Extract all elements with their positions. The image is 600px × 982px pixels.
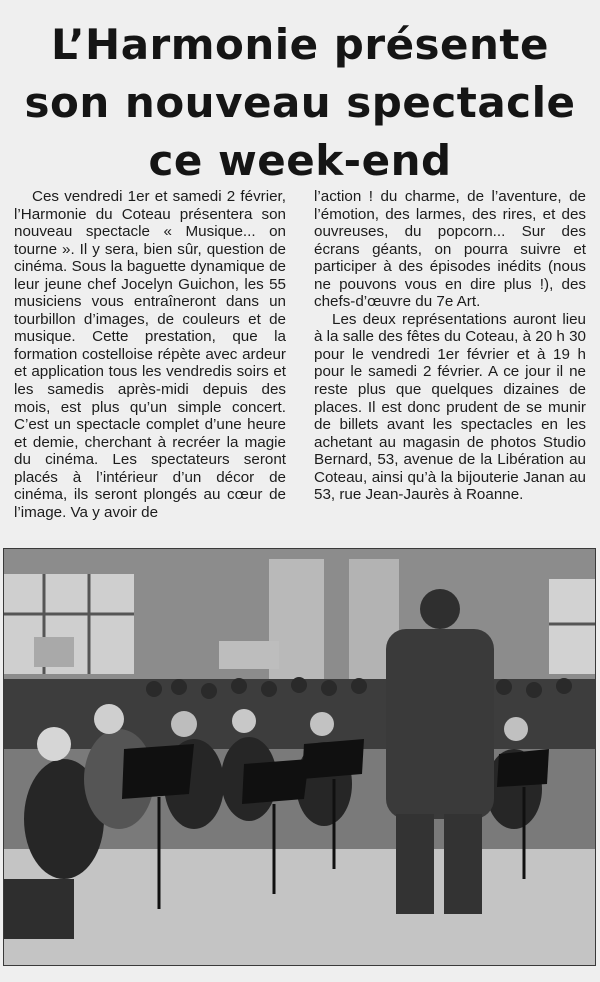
headline-line-2: son nouveau spectacle [24,78,576,127]
column-right [314,188,586,504]
headline-line-3: ce week-end [148,136,452,185]
headline-line-1: L’Harmonie présente [51,20,549,69]
paragraph-1: Ces vendredi 1er et samedi 2 février, l’Harmonie du Coteau présentera son nouveau spectacle « Musique... on tourne ». Il y sera, bien sûr, question de cinéma. Sous la baguette dynamique de leur jeune chef Jocelyn Guichon, les 55 musiciens vous entraîneront dans un tourbillon d’images, de couleurs et de musique. Cette prestation, que la formation costelloise répète avec ardeur et application tous les vendredis soirs et les samedis après-midi depuis des mois, est plus qu’un simple concert. C’est un spectacle complet d’une heure et demie, cherchant à recréer la magie du cinéma. Les spectateurs seront placés à l’intérieur d’un décor de cinéma, ils seront plongés au cœur de l’image. Va y avoir de [14,188,286,521]
headline [10,16,590,190]
paragraph-2: Les deux représentations auront lieu à la salle des fêtes du Coteau, à 20 h 30 pour le vendredi 1er février et à 19 h pour le samedi 2 février. A ce jour il ne reste plus que quelques dizaines de places. Il est donc prudent de se munir de billets avant les spectacles en les achetant au magasin de photos Studio Bernard, 53, avenue de la Libération au Coteau, ainsi qu’à la bijouterie Janan au 53, rue Jean-Jaurès à Roanne. [314,310,586,504]
article-body [14,188,590,538]
paragraph-1-continued: l’action ! du charme, de l’aventure, de l’émotion, des larmes, des rires, et des ouvreuses, du popcorn... Sur des écrans géants, on pourra suivre et participer à des épisodes inédits (nous ne pouvons vous en dire plus !), des chefs-d’œuvre du 7e Art. [314,188,586,311]
concert-photo [3,548,596,966]
concert-photo-illustration [4,549,595,965]
column-left [14,188,286,521]
